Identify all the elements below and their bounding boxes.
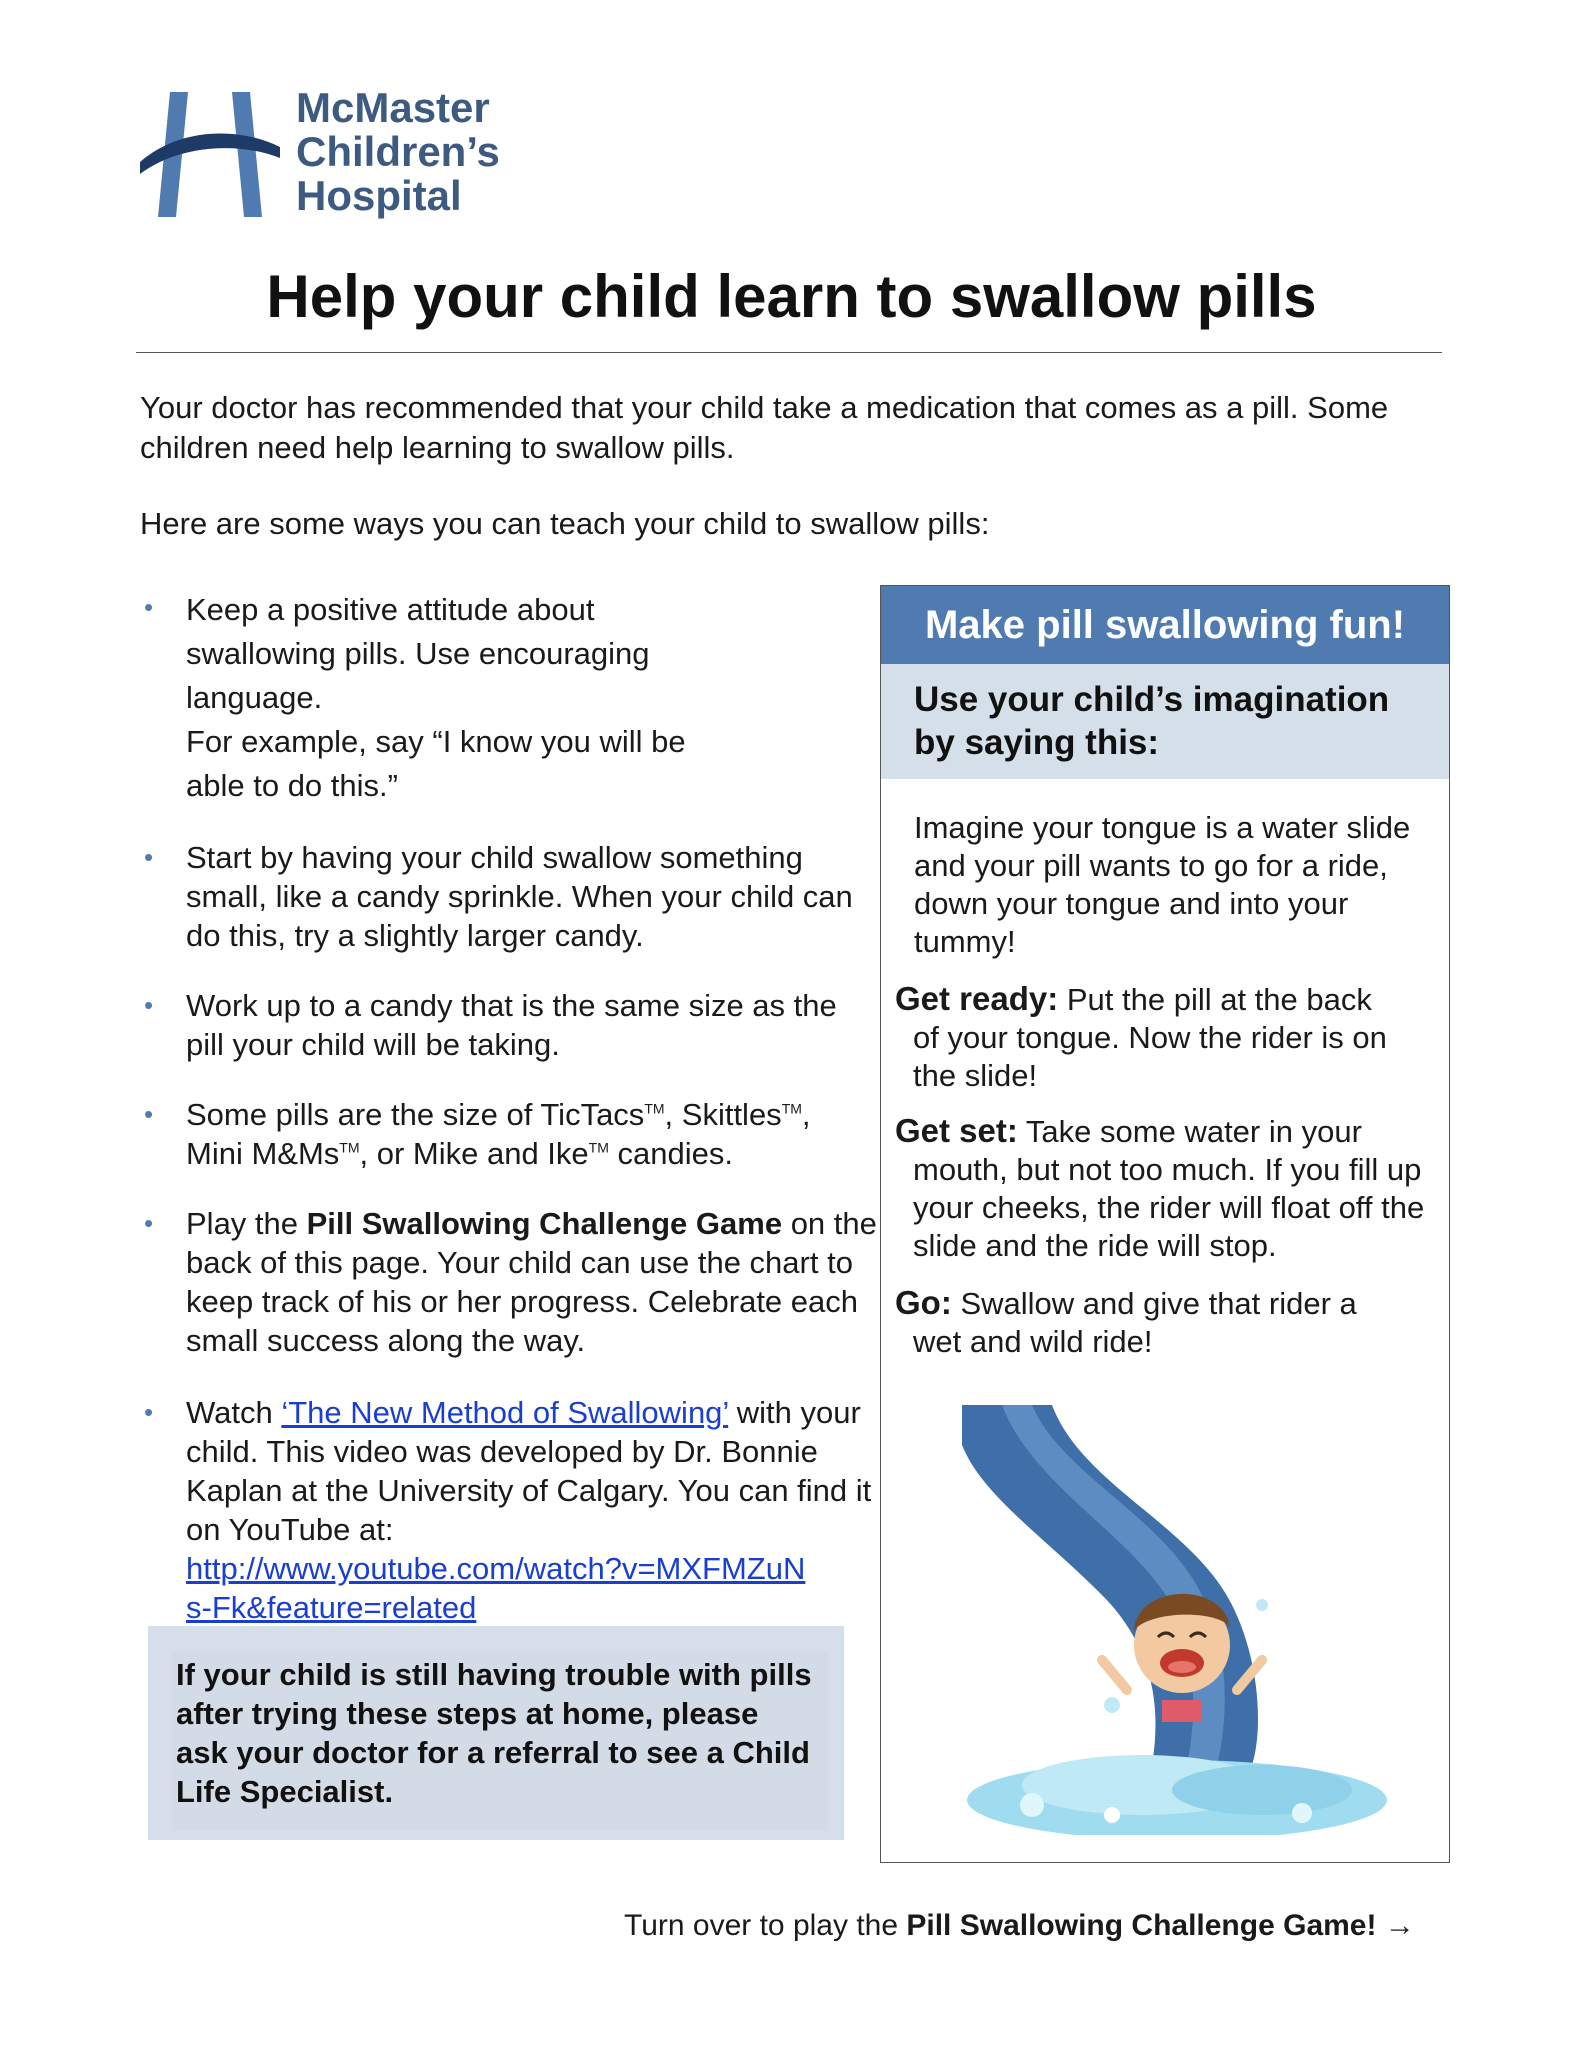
step-text-cont: of your tongue. Now the rider is on the slide! bbox=[913, 1020, 1387, 1093]
arrow-right-icon: → bbox=[1376, 1909, 1415, 1942]
tip-text-part: candies. bbox=[608, 1136, 733, 1171]
tip-text: Work up to a candy that is the same size as the pill your child will be taking. bbox=[186, 988, 837, 1062]
step-text-cont: mouth, but not too much. If you fill up your cheeks, the rider will float off the slide and the ride will stop. bbox=[913, 1152, 1425, 1263]
candy-name: Mini M&Ms bbox=[186, 1136, 340, 1171]
youtube-url-link[interactable] bbox=[186, 1551, 805, 1625]
step-label: Get ready: bbox=[895, 980, 1059, 1017]
callout-text: If your child is still having trouble with pills after trying these steps at home, please ask your doctor for a referral to see a Child Life Specialist. bbox=[176, 1657, 812, 1809]
bullet-icon: • bbox=[144, 1099, 154, 1129]
tip-text-part: Watch bbox=[186, 1395, 282, 1430]
trademark: TM bbox=[644, 1100, 665, 1117]
step-get-set bbox=[895, 1112, 1435, 1265]
bullet-icon: • bbox=[144, 842, 154, 872]
url-part: http://www.youtube.com/watch?v=MXFMZuN bbox=[186, 1551, 806, 1586]
tip-text bbox=[186, 1095, 878, 1173]
imagine-text: Imagine your tongue is a water slide and your pill wants to go for a ride, down your tongue and into your tummy! bbox=[914, 810, 1411, 959]
logo-line: Children’s bbox=[296, 128, 500, 175]
candy-name: TicTacs bbox=[540, 1097, 645, 1132]
list-item bbox=[138, 1204, 878, 1360]
list-item bbox=[138, 1393, 878, 1627]
mcmaster-logo-icon bbox=[140, 92, 280, 217]
step-text: Put the pill at the back bbox=[1058, 982, 1372, 1017]
intro-section bbox=[140, 388, 1440, 544]
bullet-icon: • bbox=[144, 1397, 154, 1427]
page-title: Help your child learn to swallow pills bbox=[266, 263, 1317, 330]
step-text: Take some water in your bbox=[1017, 1114, 1362, 1149]
step-text: Swallow and give that rider a bbox=[951, 1286, 1357, 1321]
footer-text: Turn over to play the bbox=[624, 1909, 907, 1942]
trademark: TM bbox=[588, 1139, 609, 1156]
logo-line: Hospital bbox=[296, 172, 462, 219]
footer-game-name: Pill Swallowing Challenge Game! bbox=[906, 1909, 1377, 1942]
list-item bbox=[138, 838, 878, 955]
logo-line: McMaster bbox=[296, 84, 490, 131]
tip-text: Start by having your child swallow something small, like a candy sprinkle. When your child can do this, try a slightly larger candy. bbox=[186, 840, 853, 953]
separator: , or bbox=[359, 1136, 413, 1171]
candy-name: Mike and Ike bbox=[412, 1136, 589, 1171]
url-part: s-Fk&feature=related bbox=[186, 1590, 477, 1625]
list-item bbox=[138, 986, 878, 1064]
tip-text bbox=[186, 1204, 878, 1360]
tip-text-part: with your child. This video was developed by Dr. Bonnie Kaplan at the University of Calgary. You can find it on YouTube at: bbox=[186, 1395, 872, 1547]
tip-example: For example, say “I know you will be able to do this.” bbox=[186, 724, 686, 803]
intro-lead: Here are some ways you can teach your child to swallow pills: bbox=[140, 506, 990, 541]
bullet-icon: • bbox=[144, 592, 154, 622]
step-get-ready bbox=[895, 980, 1435, 1095]
step-text-cont: wet and wild ride! bbox=[913, 1324, 1153, 1359]
game-name: Pill Swallowing Challenge Game bbox=[306, 1206, 783, 1241]
step-go bbox=[895, 1284, 1435, 1361]
trademark: TM bbox=[339, 1139, 360, 1156]
trademark: TM bbox=[781, 1100, 802, 1117]
fun-box-header: Make pill swallowing fun! bbox=[881, 586, 1449, 664]
tips-list bbox=[138, 588, 878, 1627]
tip-text bbox=[186, 1393, 878, 1627]
list-item bbox=[138, 1095, 878, 1173]
bullet-icon: • bbox=[144, 1208, 154, 1238]
fun-box-subheader: Use your child’s imagination by saying this: bbox=[914, 680, 1390, 762]
list-item bbox=[138, 588, 746, 808]
bullet-icon: • bbox=[144, 990, 154, 1020]
intro-paragraph: Your doctor has recommended that your child take a medication that comes as a pill. Some children need help learning to swallow pills. bbox=[140, 390, 1389, 465]
tip-text-part: Some pills are the size of bbox=[186, 1097, 541, 1132]
logo-wordmark bbox=[296, 86, 500, 218]
candy-name: Skittles bbox=[681, 1097, 782, 1132]
separator: , bbox=[801, 1097, 811, 1132]
title-divider bbox=[136, 352, 1442, 353]
tip-text: Keep a positive attitude about swallowing pills. Use encouraging language. bbox=[186, 592, 650, 715]
tip-text-part: on the back of this page. Your child can use the chart to keep track of his or her progress. Celebrate each small success along the way. bbox=[186, 1206, 877, 1358]
step-label: Get set: bbox=[895, 1112, 1018, 1149]
tip-text-part: Play the bbox=[186, 1206, 307, 1241]
video-link[interactable]: ‘The New Method of Swallowing’ bbox=[281, 1395, 729, 1430]
separator: , bbox=[664, 1097, 682, 1132]
step-label: Go: bbox=[895, 1284, 952, 1321]
footer-note bbox=[624, 1906, 1415, 1946]
water-slide-illustration bbox=[962, 1405, 1392, 1835]
